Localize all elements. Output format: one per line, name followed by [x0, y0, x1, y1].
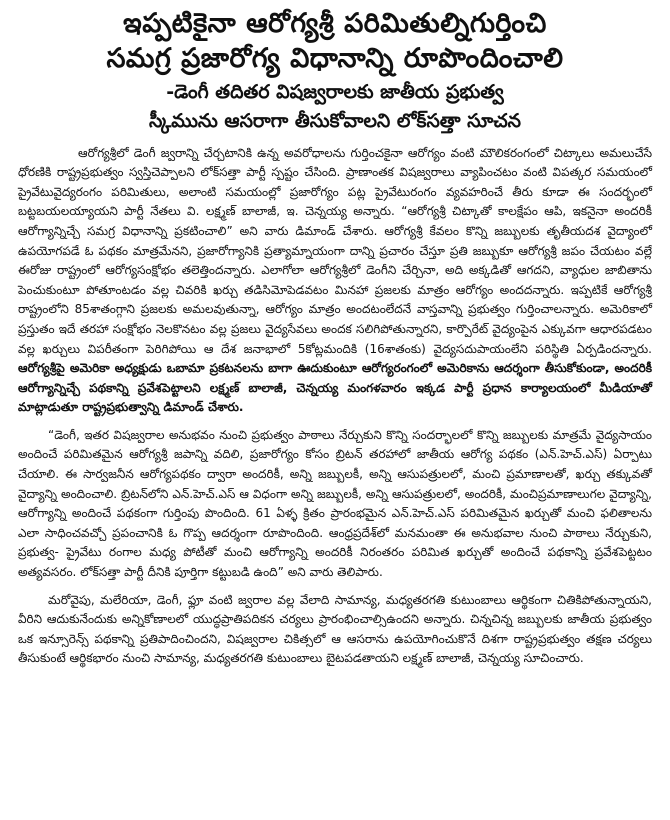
article-paragraph-2: “డెంగీ, ఇతర విషజ్వరాల అనుభవం నుంచి ప్రభుత్వం పాఠాలు నేర్చుకుని కొన్ని సందర్భాలలో కొన్ని జబ్బులకు మాత్రమే వైద్యసాయం అందించే పరిమితమైన ఆరోగ్యశ్రీ జపాన్ని వదిలి, ప్రజారోగ్యం కోసం బ్రిటన్ తరహాలో జాతీయ ఆరోగ్య పథకం (ఎన్.హెచ్.ఎస్) ఏర్పాటు చేయాలి. ఈ సార్వజనీన ఆరోగ్యపథకం ద్వారా అందరికీ, అన్ని జబ్బులకీ, అన్ని ఆసుపత్రులలో, మంచి ప్రమాణాలతో, ఖర్చు తక్కువతో వైద్యాన్ని అందించాలి. బ్రిటన్‌లోని ఎన్.హెచ్.ఎస్ ఆ విధంగా అన్ని జబ్బులకీ, అన్ని ఆసుపత్రులలో, అందరికీ, మంచిప్రమాణాలుగల వైద్యాన్ని, ఆరోగ్యాన్ని అందించే పథకంగా గుర్తింపు పొందింది. 61 ఏళ్ళ క్రితం ప్రారంభమైన ఎన్.హెచ్.ఎస్ పరిమితమైన ఖర్చుతో మంచి ఫలితాలను ఎలా సాధించవచ్చో ప్రపంచానికి ఓ గొప్ప ఆదర్శంగా రూపొందింది. ఆంధ్రప్రదేశ్‌లో మనమంతా ఈ అనుభవాల నుంచి పాఠాలు నేర్చుకుని, ప్రభుత్వ- ప్రైవేటు రంగాల మధ్య పోటీతో మంచి ఆరోగ్యాన్ని అందరికీ నిరంతరం పరిమిత ఖర్చుతో అందించే పథకాన్ని ప్రవేశపెట్టటం అత్యవసరం. లోక్‌సత్తా పార్టీ దీనికి పూర్తిగా కట్టుబడి ఉంది” అని వారు తెలిపారు. — [18, 427, 653, 580]
article-paragraph-1 — [18, 144, 652, 418]
subheadline — [18, 80, 652, 133]
subheadline-line-1: -డెంగీ తదితర విషజ్వరాలకు జాతీయ ప్రభుత్వ — [166, 81, 504, 104]
headline-line-2: సమగ్ర ప్రజారోగ్య విధానాన్ని రూపొందించాలి — [106, 43, 564, 75]
headline — [18, 6, 652, 76]
headline-line-1: ఇప్పటికైనా ఆరోగ్యశ్రీ పరిమితుల్నిగుర్తించి — [123, 8, 547, 39]
subheadline-line-2: స్కీమును ఆసరాగా తీసుకోవాలని లోక్‌సత్తా సూచన — [149, 109, 521, 132]
article-body — [18, 144, 652, 669]
paragraph-1-text: ఆరోగ్యశ్రీలో డెంగీ జ్వరాన్ని చేర్చటానికి ఉన్న అవరోధాలను గుర్తించకైనా ఆరోగ్యం వంటి మౌలికరంగంలో చిట్కాలు అమలుచేసే ధోరణికి రాష్ట్రప్రభుత్వం స్వస్తిచెప్పాలని లోక్‌సత్తా పార్టీ స్పష్టం చేసింది. ప్రాణాంతక విషజ్వరాలు వ్యాపించటం వంటి విపత్కర సమయంలో ప్రైవేటువైద్యరంగం పరిమితులు, అలాంటి సమయంల్లో ప్రజారోగ్యం పట్ల ప్రైవేటురంగం వ్యవహరించే తీరు కూడా ఈ సందర్భంలో బట్టబయలయ్యాయని పార్టీ నేతలు వి. లక్ష్మణ్ బాలాజీ, ఇ. చెన్నయ్య అన్నారు. “ఆరోగ్యశ్రీ చిట్కాతో కాలక్షేపం ఆపి, ఇకనైనా అందరికీ ఆరోగ్యాన్నిచ్చే సమగ్ర విధానాన్ని ప్రకటించాలి” అని వారు డిమాండ్ చేశారు. ఆరోగ్యశ్రీ కేవలం కొన్ని జబ్బులకు తృతీయదశ వైద్యాంలో ఉపయోగపడే ఓ పథకం మాత్రమేనని, ప్రజారోగ్యానికి ప్రత్యామ్నాయంగా దాన్ని ప్రచారం చేస్తూ ప్రతి జబ్బుకూ ఆరోగ్యశ్రీ జపం చేయటం వల్లే ఈరోజు రాష్ట్రంలో ఆరోగ్యసంక్షోభం తలెత్తిందన్నారు. ఎలాగోలా ఆరోగ్యశ్రీలో డెంగీని చేర్చినా, అది అక్కడితో ఆగదని, వ్యాధుల జాబితాను పెంచుకుంటూ పోతూంటడం వల్ల చివరికి ఖర్చు తడిసిమోపెడవటం మినహా ప్రజలకు మాత్రం ఆరోగ్యం అందదన్నారు. ఇప్పటికే ఆరోగ్యశ్రీ రాష్ట్రంలోని 85శాతంగ్గాని ప్రజలకు అమలవుతున్నా, ఆరోగ్యం మాత్రం అందటంలేదనే వాస్తవాన్ని ప్రభుత్వం గుర్తించాలన్నారు. అమెరికాలో ప్రస్తుతం ఇదే తరహా సంక్షోభం నెలకొనటం వల్ల ప్రజలు వైద్యసేవలు అందక సలిగిపోతున్నారని, కార్పొరేట్ వైద్యంపైన ఎక్కువగా ఆధారపడటం వల్ల ఖర్చులు విపరీతంగా పెరిగిపోయి ఆ దేశ జనాభాలో 5కోట్లమందికి (16శాతంకు) వైద్యసదుపాయంలేని పరిస్థితి ఏర్పడిందన్నారు. — [18, 145, 652, 356]
article-paragraph-3: మరోవైపు, మలేరియా, డెంగీ, ఫ్లూ వంటి జ్వరాల వల్ల వేలాది సామాన్య, మధ్యతరగతి కుటుంబాలు ఆర్థికంగా చితికిపోతున్నాయని, వీరిని ఆదుకునేందుకు అన్నికోణాలలో యుద్ధప్రాతిపదికన చర్యలు ప్రారంభించాల్సిఉందని అన్నారు. చిన్నచిన్న జబ్బులకు జాతీయ ప్రభుత్వం ఒక ఇన్సూరెన్స్ పథకాన్ని ప్రతిపాదించిందని, విషజ్వరాల చికిత్సలో ఆ ఆసరాను ఉపయోగించుకొనే దిశగా రాష్ట్రప్రభుత్వం తక్షణ చర్యలు తీసుకుంటే ఆర్థికభారం నుంచి సామాన్య, మధ్యతరగతి కుటుంబాలు బైటపడతాయని లక్ష్మణ్ బాలాజీ, చెన్నయ్య సూచించారు. — [18, 592, 652, 666]
paragraph-1-bold-text: ఆరోగ్యశ్రీపై అమెరికా అధ్యక్షుడు ఒబామా ప్రకటనలను బాగా ఊదుకుంటూ ఆరోగ్యరంగంలో అమెరికాను ఆదర్శంగా తీసుకోకుండా, అందరికీ ఆరోగ్యాన్నిచ్చే పథకాన్ని ప్రవేశపెట్టాలని లక్ష్మణ్ బాలాజీ, చెన్నయ్య మంగళవారం ఇక్కడ పార్టీ ప్రధాన కార్యాలయంలో మీడియాతో మాట్లాడుతూ రాష్ట్రప్రభుత్వాన్ని డిమాండ్ చేశారు. — [18, 361, 652, 415]
